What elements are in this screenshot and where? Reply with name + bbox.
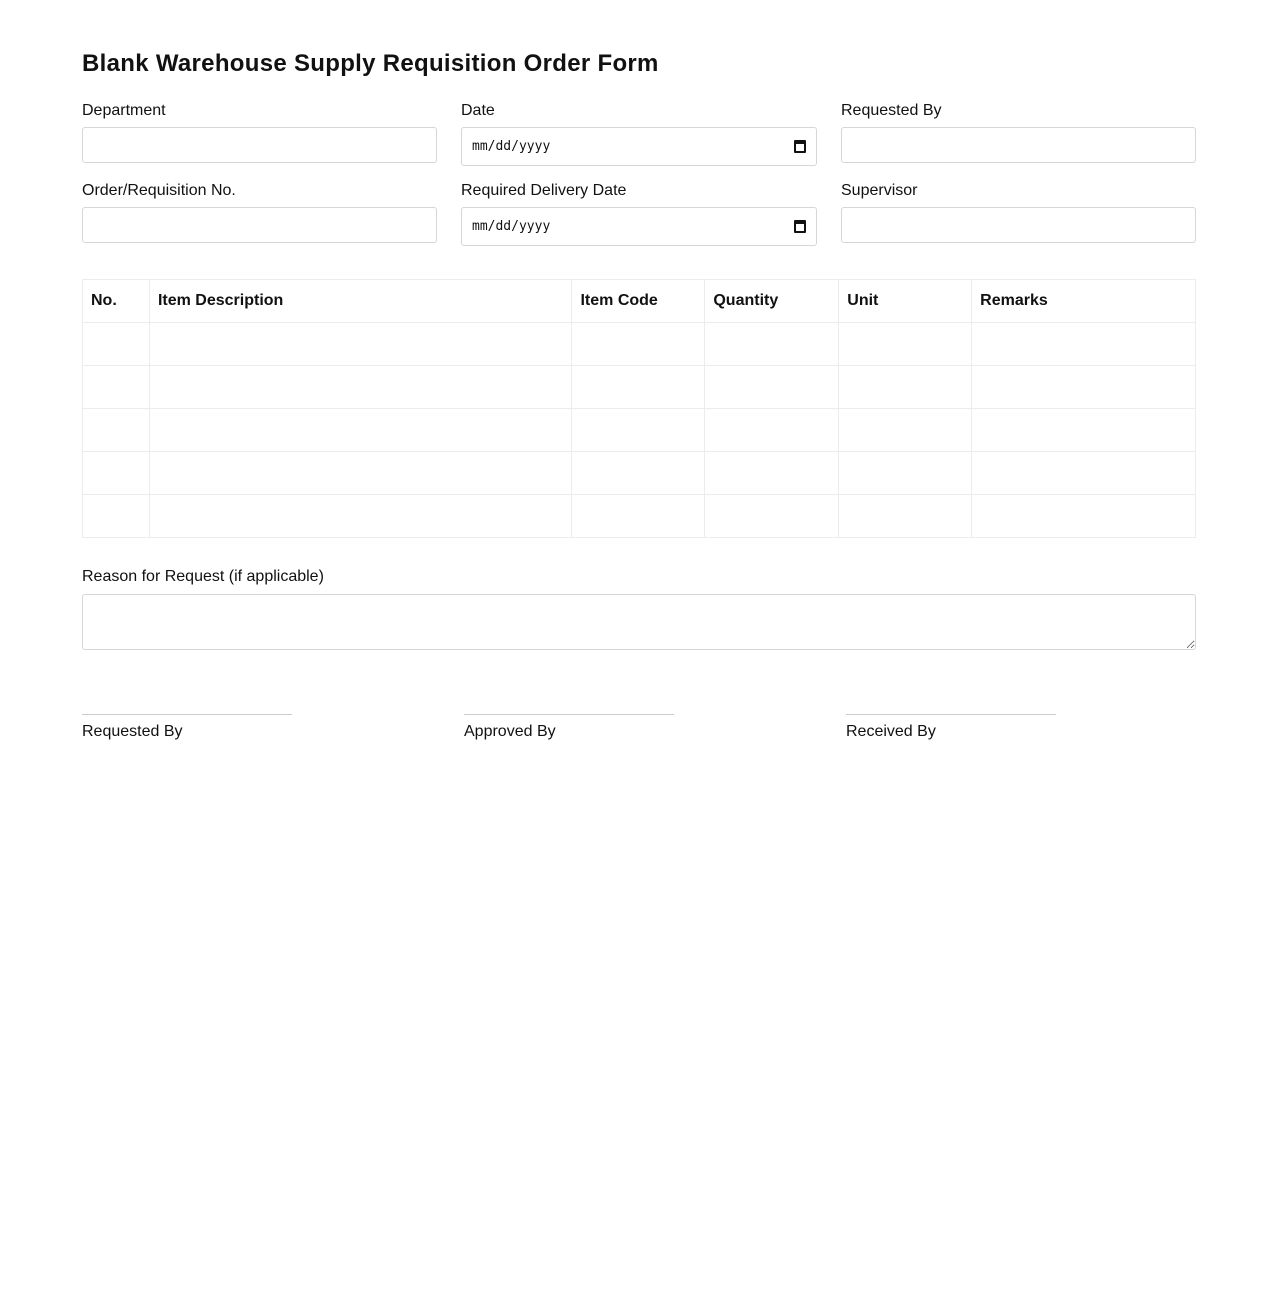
table-cell[interactable] [572, 452, 705, 495]
delivery-date-placeholder: mm/dd/yyyy [472, 219, 551, 234]
header-fields [82, 102, 1196, 246]
table-cell[interactable] [572, 366, 705, 409]
table-cell[interactable] [972, 452, 1196, 495]
table-header-row [83, 280, 1196, 323]
reason-field [82, 568, 1196, 650]
table-row [83, 495, 1196, 538]
table-cell[interactable] [705, 495, 839, 538]
table-cell[interactable] [572, 323, 705, 366]
department-field [82, 102, 437, 166]
table-cell[interactable] [839, 323, 972, 366]
table-cell[interactable] [972, 323, 1196, 366]
table-cell[interactable] [83, 323, 150, 366]
calendar-icon[interactable] [794, 140, 806, 153]
delivery-date-input[interactable] [461, 207, 817, 246]
signature-requested-by: Requested By [82, 714, 292, 741]
table-cell[interactable] [839, 495, 972, 538]
date-label: Date [461, 102, 495, 119]
date-placeholder: mm/dd/yyyy [472, 139, 551, 154]
table-cell[interactable] [149, 452, 572, 495]
table-cell[interactable] [705, 323, 839, 366]
table-cell[interactable] [972, 495, 1196, 538]
header-item-code: Item Code [572, 280, 705, 323]
reason-textarea[interactable] [82, 594, 1196, 650]
table-cell[interactable] [572, 495, 705, 538]
date-field [461, 102, 817, 166]
table-row [83, 409, 1196, 452]
delivery-date-label: Required Delivery Date [461, 182, 627, 199]
signature-approved-by: Approved By [464, 714, 674, 741]
header-remarks: Remarks [972, 280, 1196, 323]
header-no: No. [83, 280, 150, 323]
date-input[interactable] [461, 127, 817, 166]
header-unit: Unit [839, 280, 972, 323]
department-label: Department [82, 102, 166, 119]
table-cell[interactable] [83, 366, 150, 409]
requested-by-label: Requested By [841, 102, 942, 119]
table-cell[interactable] [839, 366, 972, 409]
calendar-icon[interactable] [794, 220, 806, 233]
table-cell[interactable] [972, 366, 1196, 409]
supervisor-label: Supervisor [841, 182, 918, 199]
table-row [83, 452, 1196, 495]
table-cell[interactable] [705, 409, 839, 452]
table-cell[interactable] [839, 452, 972, 495]
supervisor-input[interactable] [841, 207, 1196, 243]
table-cell[interactable] [839, 409, 972, 452]
signature-received-by: Received By [846, 714, 1056, 741]
table-cell[interactable] [149, 323, 572, 366]
supervisor-field [841, 182, 1196, 246]
order-no-label: Order/Requisition No. [82, 182, 236, 199]
delivery-date-field [461, 182, 817, 246]
requested-by-field [841, 102, 1196, 166]
requested-by-input[interactable] [841, 127, 1196, 163]
table-row [83, 323, 1196, 366]
order-no-input[interactable] [82, 207, 437, 243]
items-table [82, 279, 1196, 538]
table-cell[interactable] [705, 452, 839, 495]
order-no-field [82, 182, 437, 246]
reason-label: Reason for Request (if applicable) [82, 568, 324, 585]
table-cell[interactable] [149, 409, 572, 452]
table-cell[interactable] [705, 366, 839, 409]
table-cell[interactable] [572, 409, 705, 452]
table-cell[interactable] [149, 366, 572, 409]
table-row [83, 366, 1196, 409]
page-title: Blank Warehouse Supply Requisition Order Form [82, 50, 659, 77]
header-item-description: Item Description [149, 280, 572, 323]
header-quantity: Quantity [705, 280, 839, 323]
table-cell[interactable] [149, 495, 572, 538]
table-cell[interactable] [83, 409, 150, 452]
table-cell[interactable] [972, 409, 1196, 452]
table-cell[interactable] [83, 495, 150, 538]
department-input[interactable] [82, 127, 437, 163]
table-cell[interactable] [83, 452, 150, 495]
